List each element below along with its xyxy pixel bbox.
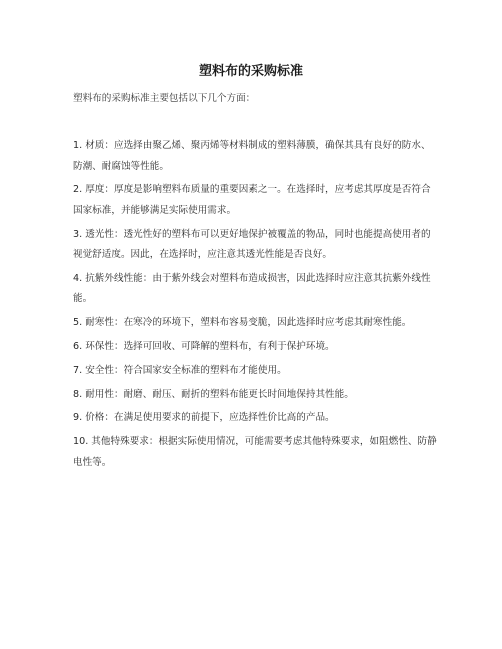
list-item: 5. 耐寒性：在寒冷的环境下，塑料布容易变脆，因此选择时应考虑其耐寒性能。 <box>73 317 412 329</box>
list-item: 4. 抗紫外线性能：由于紫外线会对塑料布造成损害，因此选择时应注意其抗紫外线性能。 <box>73 272 431 305</box>
list-item: 2. 厚度：厚度是影响塑料布质量的重要因素之一。在选择时，应考虑其厚度是否符合国家标准，并能够满足实际使用需求。 <box>73 184 431 216</box>
list-item: 7. 安全性：符合国家安全标准的塑料布才能使用。 <box>73 364 287 376</box>
list-item: 1. 材质：应选择由聚乙烯、聚丙烯等材料制成的塑料薄膜，确保其具有良好的防水、防潮、耐腐蚀等性能。 <box>73 140 431 172</box>
list-item: 8. 耐用性：耐磨、耐压、耐折的塑料布能更长时间地保持其性能。 <box>73 388 354 400</box>
list-item: 6. 环保性：选择可回收、可降解的塑料布，有利于保护环境。 <box>73 340 335 352</box>
standards-list <box>73 136 439 476</box>
document-intro: 塑料布的采购标准主要包括以下几个方面： <box>73 93 256 104</box>
document-title: 塑料布的采购标准 <box>198 64 303 79</box>
list-item: 9. 价格：在满足使用要求的前提下，应选择性价比高的产品。 <box>73 412 335 424</box>
list-item: 3. 透光性：透光性好的塑料布可以更好地保护被覆盖的物品，同时也能提高使用者的视觉舒适度。因此，在选择时，应注意其透光性能是否良好。 <box>73 228 431 261</box>
list-item: 10. 其他特殊要求：根据实际使用情况，可能需要考虑其他特殊要求，如阻燃性、防静电性等。 <box>73 436 437 468</box>
